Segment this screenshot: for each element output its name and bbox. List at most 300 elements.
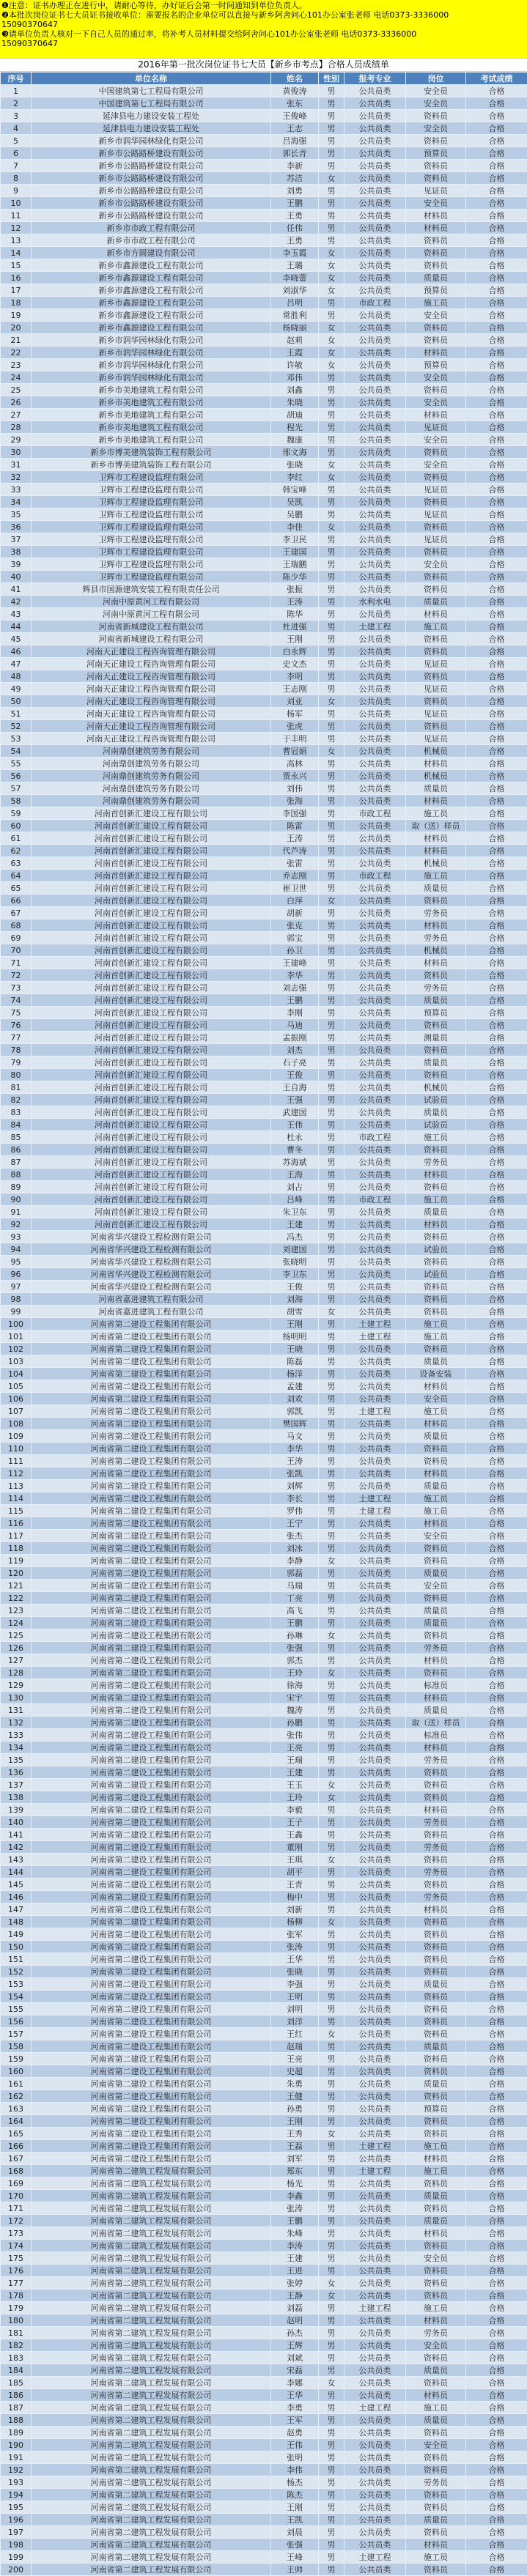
cell-company: 河南首创新汇建设工程有限公司 — [32, 870, 271, 882]
cell-index: 135 — [1, 1754, 32, 1766]
cell-gender: 男 — [319, 957, 344, 969]
cell-gender: 男 — [319, 1766, 344, 1779]
cell-result: 合格 — [466, 2028, 527, 2040]
cell-major: 公共员类 — [344, 795, 406, 807]
cell-position: 材料员 — [406, 2314, 466, 2327]
table-row — [1, 1617, 527, 1629]
cell-gender: 男 — [319, 1094, 344, 1106]
cell-result: 合格 — [466, 2190, 527, 2202]
cell-result: 合格 — [466, 1742, 527, 1754]
cell-position: 施工员 — [406, 2402, 466, 2414]
cell-company: 河南省第二建设工程集团有限公司 — [32, 1467, 271, 1480]
cell-name: 王自海 — [271, 1081, 319, 1094]
cell-company: 河南省第二建设工程集团有限公司 — [32, 1729, 271, 1742]
cell-name: 赵瑞 — [271, 2040, 319, 2053]
cell-company: 卫辉市工程建设监理有限公司 — [32, 484, 271, 496]
cell-major: 公共员类 — [344, 895, 406, 907]
cell-name: 曹冠娟 — [271, 745, 319, 758]
table-row — [1, 1816, 527, 1829]
cell-position: 施工员 — [406, 807, 466, 820]
table-row — [1, 1580, 527, 1592]
cell-name: 刘占 — [271, 1181, 319, 1193]
cell-gender: 女 — [319, 1667, 344, 1679]
cell-company: 河南省第二建筑工程发展有限公司 — [32, 2277, 271, 2290]
cell-position: 安全员 — [406, 1393, 466, 1405]
table-row — [1, 2476, 527, 2489]
cell-index: 106 — [1, 1393, 32, 1405]
cell-result: 合格 — [466, 1704, 527, 1717]
page-title: 2016年第一批次岗位证书七大员【新乡市考点】合格人员成绩单 — [0, 58, 527, 72]
table-row — [1, 272, 527, 284]
cell-index: 76 — [1, 1019, 32, 1032]
cell-index: 31 — [1, 459, 32, 471]
cell-major: 公共员类 — [344, 446, 406, 459]
cell-index: 174 — [1, 2240, 32, 2252]
cell-index: 142 — [1, 1841, 32, 1854]
cell-gender: 男 — [319, 434, 344, 446]
cell-result: 合格 — [466, 695, 527, 708]
cell-company: 河南鼎创建筑劳务有限公司 — [32, 770, 271, 782]
cell-gender: 男 — [319, 1754, 344, 1766]
cell-result: 合格 — [466, 2352, 527, 2364]
cell-name: 王军 — [271, 2414, 319, 2427]
cell-index: 69 — [1, 932, 32, 944]
cell-major: 公共员类 — [344, 1642, 406, 1654]
cell-index: 34 — [1, 496, 32, 508]
table-row — [1, 633, 527, 645]
cell-result: 合格 — [466, 2439, 527, 2451]
cell-position: 施工员 — [406, 2302, 466, 2314]
cell-major: 公共员类 — [344, 969, 406, 982]
cell-name: 王鹏 — [271, 2215, 319, 2227]
cell-major: 公共员类 — [344, 247, 406, 259]
cell-gender: 男 — [319, 670, 344, 683]
cell-name: 王帅 — [271, 2564, 319, 2576]
cell-name: 王宁 — [271, 1517, 319, 1530]
cell-result: 合格 — [466, 1069, 527, 1081]
cell-name: 郭宝 — [271, 932, 319, 944]
cell-major: 公共员类 — [344, 2327, 406, 2339]
table-row — [1, 347, 527, 359]
cell-company: 河南省第二建筑工程发展有限公司 — [32, 2564, 271, 2576]
cell-index: 1 — [1, 85, 32, 97]
cell-index: 90 — [1, 1193, 32, 1206]
cell-result: 合格 — [466, 210, 527, 222]
cell-company: 河南天正建设工程咨询管理有限公司 — [32, 658, 271, 670]
cell-gender: 男 — [319, 1293, 344, 1306]
cell-name: 王鑫 — [271, 1829, 319, 1841]
cell-index: 6 — [1, 147, 32, 160]
cell-name: 罗伟 — [271, 1505, 319, 1517]
cell-company: 新乡市公路路桥建设有限公司 — [32, 147, 271, 160]
cell-gender: 男 — [319, 1804, 344, 1816]
table-row — [1, 2451, 527, 2464]
cell-gender: 女 — [319, 895, 344, 907]
cell-name: 王静 — [271, 2290, 319, 2302]
cell-major: 公共员类 — [344, 97, 406, 110]
cell-position: 机械员 — [406, 944, 466, 957]
cell-result: 合格 — [466, 733, 527, 745]
cell-gender: 男 — [319, 2240, 344, 2252]
cell-position: 资料员 — [406, 969, 466, 982]
cell-position: 资料员 — [406, 2240, 466, 2252]
table-row — [1, 1542, 527, 1555]
cell-major: 公共员类 — [344, 1181, 406, 1193]
cell-name: 杨军 — [271, 708, 319, 720]
cell-position: 机械员 — [406, 770, 466, 782]
cell-index: 197 — [1, 2526, 32, 2539]
cell-gender: 男 — [319, 1841, 344, 1854]
cell-major: 公共员类 — [344, 172, 406, 185]
cell-index: 10 — [1, 197, 32, 210]
cell-gender: 男 — [319, 1181, 344, 1193]
cell-name: 朱峰 — [271, 2227, 319, 2240]
cell-company: 河南首创新汇建设工程有限公司 — [32, 1206, 271, 1218]
cell-index: 46 — [1, 645, 32, 658]
cell-index: 147 — [1, 1903, 32, 1916]
cell-index: 45 — [1, 633, 32, 645]
cell-name: 陈少华 — [271, 571, 319, 583]
cell-gender: 男 — [319, 2389, 344, 2402]
cell-company: 河南天正建设工程咨询管理有限公司 — [32, 708, 271, 720]
cell-major: 公共员类 — [344, 2364, 406, 2377]
cell-result: 合格 — [466, 347, 527, 359]
cell-name: 史超 — [271, 2065, 319, 2078]
cell-gender: 男 — [319, 371, 344, 384]
cell-result: 合格 — [466, 409, 527, 421]
table-row — [1, 670, 527, 683]
cell-position: 资料员 — [406, 2526, 466, 2539]
cell-major: 公共员类 — [344, 857, 406, 870]
cell-name: 刘洋 — [271, 2016, 319, 2028]
cell-index: 179 — [1, 2302, 32, 2314]
cell-position: 见证员 — [406, 658, 466, 670]
cell-name: 李晓蕾 — [271, 272, 319, 284]
cell-position: 安全员 — [406, 1580, 466, 1592]
cell-major: 公共员类 — [344, 272, 406, 284]
cell-name: 王强 — [271, 1094, 319, 1106]
cell-name: 武建国 — [271, 1106, 319, 1119]
cell-gender: 男 — [319, 1144, 344, 1156]
cell-gender: 男 — [319, 1654, 344, 1667]
cell-position: 资料员 — [406, 446, 466, 459]
header-row — [1, 73, 527, 85]
cell-index: 155 — [1, 2003, 32, 2016]
cell-gender: 男 — [319, 1829, 344, 1841]
cell-index: 181 — [1, 2327, 32, 2339]
cell-name: 韩宝峰 — [271, 484, 319, 496]
cell-result: 合格 — [466, 2339, 527, 2352]
cell-major: 公共员类 — [344, 1941, 406, 1953]
cell-major: 公共员类 — [344, 2128, 406, 2140]
cell-result: 合格 — [466, 2526, 527, 2539]
cell-company: 河南省第二建设工程集团有限公司 — [32, 1742, 271, 1754]
cell-name: 王鹏 — [271, 197, 319, 210]
cell-name: 吴鹏 — [271, 508, 319, 521]
cell-index: 196 — [1, 2514, 32, 2526]
table-row — [1, 820, 527, 832]
cell-index: 160 — [1, 2065, 32, 2078]
cell-major: 公共员类 — [344, 670, 406, 683]
cell-name: 杨晓丽 — [271, 322, 319, 334]
cell-index: 111 — [1, 1455, 32, 1467]
cell-major: 公共员类 — [344, 1019, 406, 1032]
cell-gender: 男 — [319, 1169, 344, 1181]
cell-position: 安全员 — [406, 122, 466, 135]
cell-gender: 男 — [319, 1131, 344, 1144]
cell-index: 52 — [1, 720, 32, 733]
table-row — [1, 558, 527, 571]
cell-company: 河南首创新汇建设工程有限公司 — [32, 1069, 271, 1081]
cell-position: 质量员 — [406, 1704, 466, 1717]
notice-line-5: 15090370647 — [1, 39, 526, 48]
cell-major: 公共员类 — [344, 2439, 406, 2451]
cell-major: 公共员类 — [344, 147, 406, 160]
cell-gender: 男 — [319, 1268, 344, 1281]
cell-result: 合格 — [466, 1903, 527, 1916]
cell-major: 公共员类 — [344, 1766, 406, 1779]
cell-index: 124 — [1, 1617, 32, 1629]
table-row — [1, 1181, 527, 1193]
cell-result: 合格 — [466, 621, 527, 633]
cell-major: 公共员类 — [344, 1779, 406, 1791]
cell-result: 合格 — [466, 1791, 527, 1804]
cell-position: 试验员 — [406, 1243, 466, 1256]
cell-major: 公共员类 — [344, 758, 406, 770]
table-row — [1, 932, 527, 944]
cell-major: 公共员类 — [344, 1231, 406, 1243]
cell-company: 河南省华兴建设工程检测有限公司 — [32, 1243, 271, 1256]
cell-name: 曹冬 — [271, 1144, 319, 1156]
cell-major: 公共员类 — [344, 384, 406, 396]
cell-name: 王涛 — [271, 832, 319, 845]
cell-name: 李卫东 — [271, 1268, 319, 1281]
cell-company: 河南省第二建筑工程发展有限公司 — [32, 2501, 271, 2514]
cell-company: 河南省第二建筑工程发展有限公司 — [32, 2514, 271, 2526]
cell-index: 71 — [1, 957, 32, 969]
cell-name: 吴凯 — [271, 496, 319, 508]
header-index: 序号 — [1, 73, 32, 85]
cell-result: 合格 — [466, 596, 527, 608]
cell-position: 资料员 — [406, 2277, 466, 2290]
cell-major: 公共员类 — [344, 1517, 406, 1530]
cell-name: 张强 — [271, 1642, 319, 1654]
cell-position: 材料员 — [406, 1169, 466, 1181]
cell-name: 王子 — [271, 1816, 319, 1829]
cell-gender: 男 — [319, 919, 344, 932]
cell-company: 河南首创新汇建设工程有限公司 — [32, 957, 271, 969]
cell-gender: 男 — [319, 1007, 344, 1019]
cell-gender: 男 — [319, 1206, 344, 1218]
cell-name: 张海 — [271, 795, 319, 807]
cell-major: 公共员类 — [344, 284, 406, 297]
cell-name: 王海 — [271, 1169, 319, 1181]
cell-name: 任伟 — [271, 222, 319, 234]
cell-gender: 男 — [319, 446, 344, 459]
table-row — [1, 1879, 527, 1891]
cell-name: 王玲 — [271, 1667, 319, 1679]
cell-major: 公共员类 — [344, 1729, 406, 1742]
cell-gender: 男 — [319, 795, 344, 807]
cell-company: 河南省新城建设工程有限公司 — [32, 621, 271, 633]
cell-gender: 女 — [319, 695, 344, 708]
cell-company: 延津县电力建设安装工程处 — [32, 110, 271, 122]
cell-result: 合格 — [466, 2464, 527, 2476]
cell-company: 河南省第二建设工程集团有限公司 — [32, 1380, 271, 1393]
table-row — [1, 1056, 527, 1069]
cell-result: 合格 — [466, 645, 527, 658]
cell-major: 公共员类 — [344, 2252, 406, 2265]
cell-company: 河南省第二建设工程集团有限公司 — [32, 2053, 271, 2065]
cell-result: 合格 — [466, 1032, 527, 1044]
cell-company: 河南省第二建筑工程发展有限公司 — [32, 2377, 271, 2389]
cell-position: 见证员 — [406, 533, 466, 546]
cell-position: 资料员 — [406, 1928, 466, 1941]
table-row — [1, 2414, 527, 2427]
cell-company: 河南省第二建设工程集团有限公司 — [32, 1829, 271, 1841]
cell-position: 资料员 — [406, 1044, 466, 1056]
cell-company: 河南省第二建设工程集团有限公司 — [32, 1405, 271, 1418]
cell-index: 168 — [1, 2165, 32, 2177]
cell-result: 合格 — [466, 185, 527, 197]
cell-name: 王伟 — [271, 1119, 319, 1131]
cell-name: 李涛 — [271, 2240, 319, 2252]
cell-result: 合格 — [466, 2065, 527, 2078]
table-row — [1, 596, 527, 608]
cell-company: 河南省华兴建设工程检测有限公司 — [32, 1256, 271, 1268]
cell-major: 公共员类 — [344, 347, 406, 359]
table-row — [1, 2302, 527, 2314]
cell-index: 12 — [1, 222, 32, 234]
cell-major: 公共员类 — [344, 1094, 406, 1106]
cell-position: 安全员 — [406, 459, 466, 471]
table-row — [1, 1841, 527, 1854]
table-row — [1, 720, 527, 733]
cell-company: 河南省第二建设工程集团有限公司 — [32, 1505, 271, 1517]
cell-gender: 女 — [319, 2290, 344, 2302]
cell-result: 合格 — [466, 2377, 527, 2389]
table-row — [1, 1779, 527, 1791]
table-row — [1, 409, 527, 421]
cell-company: 辉县市国源建筑安装工程有限责任公司 — [32, 583, 271, 596]
cell-index: 139 — [1, 1804, 32, 1816]
cell-company: 河南首创新汇建设工程有限公司 — [32, 1144, 271, 1156]
cell-position: 资料员 — [406, 2377, 466, 2389]
table-row — [1, 2103, 527, 2115]
cell-index: 11 — [1, 210, 32, 222]
cell-name: 刘海 — [271, 1293, 319, 1306]
cell-major: 公共员类 — [344, 1032, 406, 1044]
cell-gender: 男 — [319, 1380, 344, 1393]
cell-name: 白永辉 — [271, 645, 319, 658]
cell-company: 河南省第二建设工程集团有限公司 — [32, 1455, 271, 1467]
table-row — [1, 621, 527, 633]
cell-position: 资料员 — [406, 2352, 466, 2364]
cell-company: 新乡市美地建筑工程有限公司 — [32, 384, 271, 396]
table-row — [1, 297, 527, 309]
cell-gender: 男 — [319, 720, 344, 733]
cell-gender: 男 — [319, 2003, 344, 2016]
table-row — [1, 2364, 527, 2377]
cell-index: 140 — [1, 1816, 32, 1829]
cell-name: 李长 — [271, 1492, 319, 1505]
cell-result: 合格 — [466, 471, 527, 484]
cell-gender: 女 — [319, 272, 344, 284]
cell-name: 乔志刚 — [271, 870, 319, 882]
cell-major: 公共员类 — [344, 2177, 406, 2190]
cell-name: 张晓 — [271, 459, 319, 471]
cell-gender: 女 — [319, 2277, 344, 2290]
cell-company: 新乡市润华园林绿化有限公司 — [32, 347, 271, 359]
cell-gender: 男 — [319, 185, 344, 197]
cell-gender: 男 — [319, 583, 344, 596]
cell-result: 合格 — [466, 720, 527, 733]
cell-result: 合格 — [466, 2514, 527, 2526]
cell-index: 127 — [1, 1654, 32, 1667]
cell-result: 合格 — [466, 1343, 527, 1355]
cell-result: 合格 — [466, 583, 527, 596]
cell-major: 市政工程 — [344, 1131, 406, 1144]
cell-index: 32 — [1, 471, 32, 484]
cell-company: 河南首创新汇建设工程有限公司 — [32, 1218, 271, 1231]
table-row — [1, 1119, 527, 1131]
cell-gender: 男 — [319, 147, 344, 160]
cell-company: 新乡市鑫源建设工程有限公司 — [32, 297, 271, 309]
cell-gender: 男 — [319, 1742, 344, 1754]
cell-result: 合格 — [466, 1941, 527, 1953]
cell-position: 资料员 — [406, 471, 466, 484]
cell-company: 河南首创新汇建设工程有限公司 — [32, 1169, 271, 1181]
cell-position: 取（送）样员 — [406, 820, 466, 832]
cell-index: 200 — [1, 2564, 32, 2576]
cell-major: 公共员类 — [344, 234, 406, 247]
cell-gender: 男 — [319, 596, 344, 608]
cell-company: 河南省第二建设工程集团有限公司 — [32, 1779, 271, 1791]
cell-name: 魏涛 — [271, 1704, 319, 1717]
cell-result: 合格 — [466, 2539, 527, 2551]
cell-index: 195 — [1, 2501, 32, 2514]
cell-major: 公共员类 — [344, 1007, 406, 1019]
table-row — [1, 944, 527, 957]
table-row — [1, 1131, 527, 1144]
cell-index: 42 — [1, 596, 32, 608]
cell-index: 193 — [1, 2476, 32, 2489]
table-row — [1, 1667, 527, 1679]
cell-company: 河南鼎创建筑劳务有限公司 — [32, 795, 271, 807]
table-row — [1, 222, 527, 234]
table-row — [1, 1306, 527, 1318]
cell-name: 李伟 — [271, 2464, 319, 2476]
cell-gender: 男 — [319, 384, 344, 396]
cell-index: 109 — [1, 1430, 32, 1443]
cell-major: 公共员类 — [344, 2464, 406, 2476]
cell-company: 河南省第二建设工程集团有限公司 — [32, 1492, 271, 1505]
cell-result: 合格 — [466, 334, 527, 347]
cell-index: 54 — [1, 745, 32, 758]
cell-name: 李新 — [271, 160, 319, 172]
cell-company: 河南省华兴建设工程检测有限公司 — [32, 1281, 271, 1293]
cell-position: 资料员 — [406, 334, 466, 347]
table-row — [1, 758, 527, 770]
cell-name: 郭凯 — [271, 1405, 319, 1418]
table-row — [1, 1243, 527, 1256]
cell-index: 157 — [1, 2028, 32, 2040]
cell-position: 质量员 — [406, 1480, 466, 1492]
cell-major: 公共员类 — [344, 1430, 406, 1443]
cell-name: 张晓明 — [271, 1256, 319, 1268]
cell-major: 公共员类 — [344, 957, 406, 969]
cell-result: 合格 — [466, 683, 527, 695]
